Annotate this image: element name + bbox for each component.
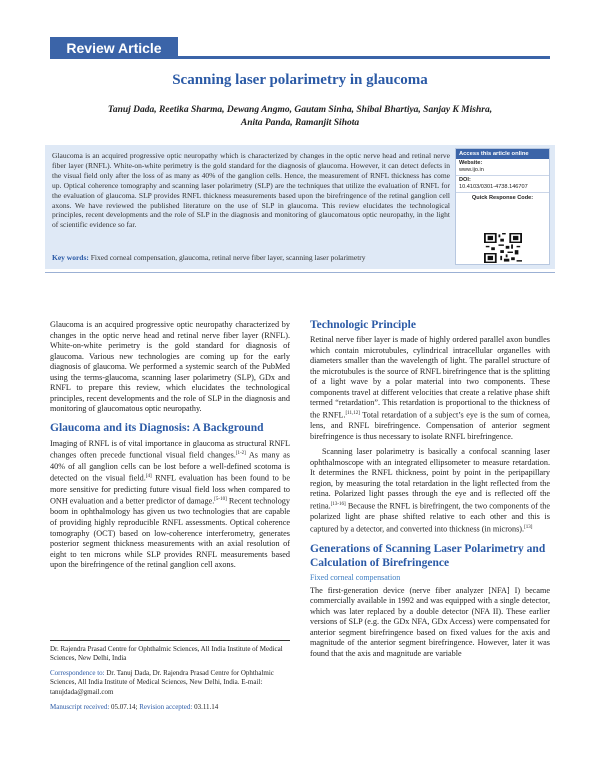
- author-line: Tanuj Dada, Reetika Sharma, Dewang Angmo, Gautam Sinha, Shibal Bhartiya, Sanjay K Mishra,: [107, 105, 493, 115]
- correspondence-label: Correspondence to:: [50, 669, 105, 677]
- received-date: 05.07.14;: [109, 703, 138, 711]
- section-heading: Generations of Scanning Laser Polarimetry and Calculation of Birefringence: [310, 543, 546, 570]
- correspondence: [50, 669, 290, 697]
- qr-code-icon: [484, 233, 522, 263]
- text-run: Recent technology boom in ophthalmology has given us two technologies that are capable of providing highly reproducible RNFL assessments. Optical coherence tomography (OCT) based on low-coherence interferometry, generates posterior segment thickness measurements with an axial resolution of eight to ten microns while SLP provides RNFL measurements based upon the birefringence of the retinal ganglion cell axons.: [50, 496, 290, 570]
- citation: [1-2]: [235, 451, 246, 457]
- doi-row: [456, 176, 549, 193]
- citation: [11,12]: [345, 410, 360, 416]
- citation: [13-16]: [330, 501, 346, 507]
- body-paragraph: [310, 447, 550, 535]
- keywords: [52, 253, 450, 263]
- article-type-bar: [50, 37, 550, 59]
- author-list: [60, 104, 540, 130]
- article-title: Scanning laser polarimetry in glaucoma: [172, 72, 428, 88]
- text-run: Because the RNFL is birefringent, the two components of the polarized light are phase shifted relative to each other and this is captured by a detector, and converted into thickness (in microns).: [310, 501, 550, 534]
- website-row: [456, 159, 549, 176]
- abstract-text: Glaucoma is an acquired progressive optic neuropathy which is characterized by changes in the optic nerve head and retinal nerve fiber layer (RNFL). White-on-white perimetry is the gold standard for the diagnosis of glaucoma. However, it can detect defects in the visual field only after the loss of as many as 40% of the ganglion cells. Hence, the measurement of RNFL thickness has come up. Optical coherence tomography and scanning laser polarimetry (SLP) are the techniques that utilize the evaluation of RNFL for the evaluation of glaucoma. SLP provides RNFL thickness measurements based upon the birefringence of the retinal ganglion cell axons. We have reviewed the published literature on the use of SLP in glaucoma. This review elucidates the technological principles, recent developments and the role of SLP in the diagnosis and monitoring of glaucomatous optic neuropathy, in the light of scientific evidence so far.: [52, 151, 450, 230]
- manuscript-dates: [50, 703, 290, 712]
- citation: [13]: [524, 524, 533, 530]
- access-online-box: [455, 148, 550, 265]
- website-label: Website:: [459, 160, 483, 166]
- correspondence-text: Dr. Tanuj Dada, Dr. Rajendra Prasad Centre for Ophthalmic Sciences, All India Institute of Medical Sciences, New Delhi, India. E-mail: tanujdada@gmail.com: [50, 669, 274, 696]
- text-run: RNFL evaluation has been found to be more sensitive for predicting future visual field loss when compared to ONH evaluation and a better predictor of damage.: [50, 474, 290, 506]
- citation: [5-10]: [214, 497, 227, 503]
- citation: [4]: [145, 474, 152, 480]
- text-run: Imaging of RNFL is of vital importance in glaucoma as structural RNFL changes often precede functional visual field changes.: [50, 438, 290, 461]
- keywords-text: Fixed corneal compensation, glaucoma, retinal nerve fiber layer, scanning laser polarimetry: [90, 253, 366, 262]
- text-run: As many as 40% of all ganglion cells can be lost before a well-defined scotoma is detected on the visual field.: [50, 451, 290, 484]
- affiliation: Dr. Rajendra Prasad Centre for Ophthalmic Sciences, All India Institute of Medical Sciences, New Delhi, India: [50, 645, 283, 663]
- doi-value[interactable]: 10.4103/0301-4738.146707: [459, 184, 528, 190]
- text-run: Total retardation of a subject’s eye is the sum of cornea, lens, and RNFL birefringence. Compensation of anterior segment birefringence is thus necessary to isolate RNFL birefringence.: [310, 410, 551, 441]
- body-paragraph: [310, 335, 550, 442]
- article-type-tag: Review Article: [50, 37, 178, 59]
- left-column: [50, 320, 290, 571]
- accepted-date: 03.11.14: [192, 703, 219, 711]
- body-paragraph: The first-generation device (nerve fiber analyzer [NFA] I) became commercially available in 1992 and was equipped with a single detector, which was later replaced by a double detector (NFA II). These earlier versions of SLP (e.g. the GDx NFA, GDx Access) were compensated for anterior segment birefringence based on fixed values for the axis and magnitude of the anterior segment birefringence. However, later it was found that the axis and magnitude are variable: [310, 585, 550, 658]
- section-heading: Technologic Principle: [310, 319, 416, 331]
- received-label: Manuscript received:: [50, 703, 110, 711]
- text-run: Retinal nerve fiber layer is made of highly ordered parallel axon bundles which contain microtubules, cylindrical intracellular organelles with diameters smaller than the wavelength of light. The parallel structure of the microtubules is the source of RNFL birefringence that is the splitting of a light wave by a polar material into two components. These components travel at different velocities that create a relative phase shift termed “retardation”. This retardation is proportional to the thickness of the RNFL.: [310, 335, 550, 420]
- subsection-heading: Fixed corneal compensation: [310, 573, 401, 583]
- header-divider: [45, 272, 555, 273]
- text-run: Scanning laser polarimetry is basically a confocal scanning laser ophthalmoscope with an integrated ellipsometer to measure retardation. It determines the RNFL thickness, point by point in the peripapillary region, by measuring the total retardation in the light reflected from the retina. Polarized light passes through the eye and is reflected off the retina.: [310, 447, 550, 511]
- intro-paragraph: Glaucoma is an acquired progressive optic neuropathy characterized by changes in the optic nerve head and retinal nerve fiber layer (RNFL). White-on-white perimetry is the gold standard for diagnosis of glaucoma. Various new technologies are coming up for the early diagnosis of glaucoma. We performed a systemic search of the PubMed using the terms-glaucoma, scanning laser polarimetry (SLP), GDx and RNFL to prepare this review, which elucidates the technological principles, recent developments and the role of SLP in the diagnosis and monitoring of glaucomatous optic neuropathy.: [50, 320, 290, 414]
- access-header: Access this article online: [456, 149, 549, 159]
- section-heading: Glaucoma and its Diagnosis: A Background: [50, 421, 264, 434]
- doi-label: DOI:: [459, 177, 471, 183]
- body-paragraph: [50, 439, 290, 571]
- keywords-label: Key words:: [52, 253, 89, 262]
- right-column: [310, 318, 550, 659]
- footnote-rule: [50, 640, 290, 641]
- author-line: Anita Panda, Ramanjit Sihota: [240, 118, 360, 128]
- website-link[interactable]: www.ijo.in: [459, 167, 484, 173]
- accepted-label: Revision accepted:: [137, 703, 193, 711]
- qr-label: Quick Response Code:: [471, 195, 534, 201]
